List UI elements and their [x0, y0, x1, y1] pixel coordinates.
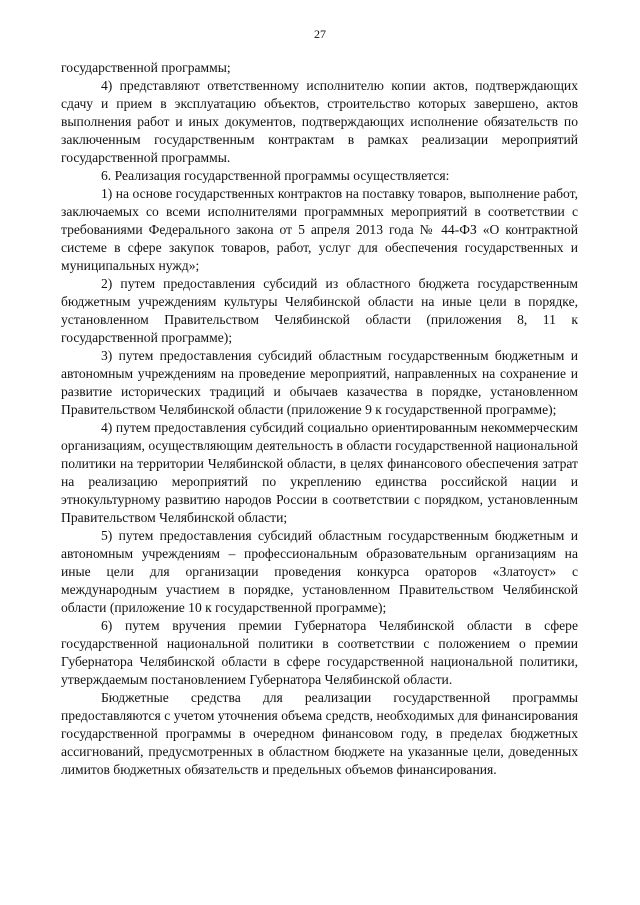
- paragraph-item-6-governor-prize: 6) путем вручения премии Губернатора Челябинской области в сфере государственной национальной политики в соответствии с положением о премии Губернатора Челябинской области в сфере государственной национальной политики, утверждаемым постановлением Губернатора Челябинской области.: [61, 618, 578, 687]
- paragraph-item-5-zlatoust-contest: 5) путем предоставления субсидий областным государственным бюджетным и автономным учреждениям – профессиональным образовательным организациям на иные цели для организации проведения конкурса ораторов «Златоуст» с международным участием в порядке, установленном Правительством Челябинской области (приложение 10 к государственной программе);: [61, 528, 578, 615]
- paragraph-item-2-culture-subsidies: 2) путем предоставления субсидий из областного бюджета государственным бюджетным учреждениям культуры Челябинской области на иные цели в порядке, установленном Правительством Челябинской области (приложения 8, 11 к государственной программе);: [61, 276, 578, 345]
- page-number: 27: [314, 27, 326, 41]
- paragraph-item-4-nonprofit-subsidies: 4) путем предоставления субсидий социально ориентированным некоммерческим организациям, осуществляющим деятельность в области государственной национальной политики на территории Челябинской области, в целях финансового обеспечения затрат на реализацию мероприятий по укреплению единства российской нации и этнокультурному развитию народов России в соответствии с порядком, установленным Правительством Челябинской области;: [61, 420, 578, 525]
- paragraph-budget-funds: Бюджетные средства для реализации государственной программы предоставляются с учетом уточнения объема средств, необходимых для финансирования государственной программы в очередном финансовом году, в пределах бюджетных ассигнований, предусмотренных в областном бюджете на указанные цели, доведенных лимитов бюджетных обязательств и предельных объемов финансирования.: [61, 690, 578, 777]
- paragraph-item-1-contracts: 1) на основе государственных контрактов на поставку товаров, выполнение работ, заключаемых со всеми исполнителями программных мероприятий в соответствии с требованиями Федерального закона от 5 апреля 2013 года № 44-ФЗ «О контрактной системе в сфере закупок товаров, работ, услуг для обеспечения государственных и муниципальных нужд»;: [61, 186, 578, 273]
- paragraph-continuation: государственной программы;: [61, 60, 231, 75]
- paragraph-section-6-heading: 6. Реализация государственной программы осуществляется:: [101, 168, 450, 183]
- paragraph-item-4-copies-of-acts: 4) представляют ответственному исполнителю копии актов, подтверждающих сдачу и прием в эксплуатацию объектов, строительство которых завершено, актов выполнения работ и иных документов, подтверждающих исполнение обязательств по заключенным государственным контрактам в рамках реализации мероприятий государственной программы.: [61, 78, 578, 165]
- document-body: [61, 59, 578, 779]
- paragraph-item-3-cossack-subsidies: 3) путем предоставления субсидий областным государственным бюджетным и автономным учреждениям на проведение мероприятий, направленных на сохранение и развитие исторических традиций и обычаев казачества в порядке, установленном Правительством Челябинской области (приложение 9 к государственной программе);: [61, 348, 578, 417]
